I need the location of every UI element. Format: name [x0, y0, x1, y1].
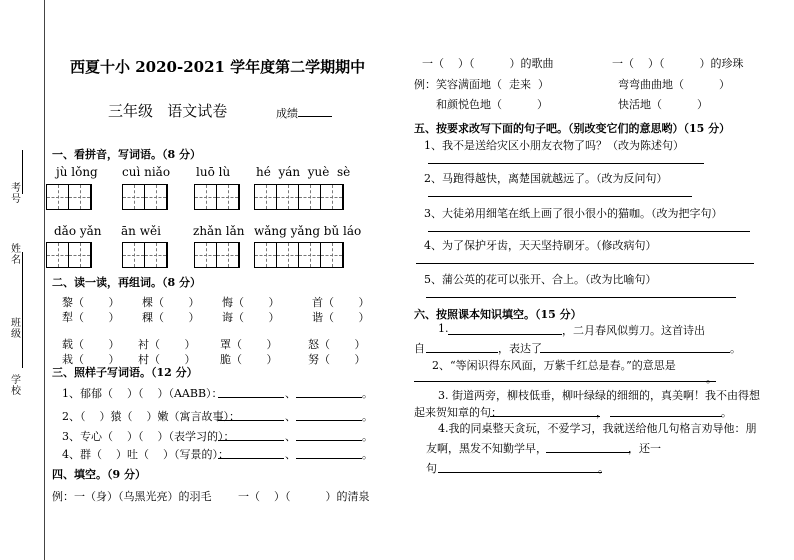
word-item: 罩（ ） — [220, 338, 278, 351]
fill-text: 2、“等闲识得东风面，万紫千红总是春。”的意思是 — [432, 359, 676, 372]
word-item: 犁（ ） — [62, 311, 120, 324]
word-item: 怒（ ） — [308, 338, 366, 351]
writing-grid[interactable] — [194, 184, 240, 210]
writing-grid[interactable] — [122, 184, 168, 210]
score-blank — [298, 106, 332, 117]
fill-item: 1、郁郁（ ）（ ）（AABB）： — [62, 387, 223, 400]
rewrite-item: 4、为了保护牙齿，天天坚持刷牙。（修改病句） — [424, 239, 657, 252]
rewrite-item: 5、蒲公英的花可以张开、合上。（改为比喻句） — [424, 273, 657, 286]
fill-item: 一（ ）（ ）的珍珠 — [612, 57, 744, 70]
writing-grid[interactable] — [254, 184, 344, 210]
word-item: 诲（ ） — [222, 311, 280, 324]
separator: 、 — [285, 448, 296, 461]
fill-item: 快活地（ ） — [618, 98, 708, 111]
fill-text: 自 — [414, 342, 425, 355]
fill-text: ， — [596, 406, 607, 419]
answer-blank[interactable] — [218, 420, 284, 421]
class-fill-line — [22, 252, 23, 312]
period: 。 — [706, 372, 717, 385]
period: 。 — [362, 387, 373, 400]
answer-line[interactable] — [414, 381, 716, 382]
writing-grid[interactable] — [122, 242, 168, 268]
answer-line[interactable] — [428, 196, 692, 197]
gutter-name-label: 姓名 — [11, 244, 21, 266]
fill-text: ，还一 — [628, 442, 661, 455]
answer-blank[interactable] — [438, 472, 602, 473]
separator: 、 — [285, 387, 296, 400]
word-item: 努（ ） — [308, 353, 366, 366]
answer-line[interactable] — [426, 297, 736, 298]
fill-item: 3、专心（ ）（ ）（表学习的）： — [62, 430, 235, 443]
score-field[interactable] — [276, 105, 332, 121]
answer-blank[interactable] — [546, 452, 630, 453]
word-item: 栽（ ） — [62, 353, 120, 366]
answer-blank[interactable] — [540, 352, 730, 353]
writing-grid[interactable] — [46, 184, 92, 210]
answer-line[interactable] — [416, 263, 754, 264]
period: 。 — [598, 462, 609, 475]
writing-grid[interactable] — [194, 242, 240, 268]
section-6-heading: 六、按照课本知识填空。（15 分） — [414, 308, 582, 321]
fill-item: 2、（ ）猿（ ）嫩（寓言故事）： — [62, 410, 240, 423]
pinyin: zhǎn lǎn — [193, 224, 245, 238]
period: 。 — [362, 410, 373, 423]
fill-item: 4、群（ ）吐（ ）（写景的）： — [62, 448, 229, 461]
fill-text: ，表达了 — [498, 342, 542, 355]
answer-blank[interactable] — [218, 458, 284, 459]
section-4-heading: 四、填空。（9 分） — [52, 468, 146, 481]
word-item: 脆（ ） — [220, 353, 278, 366]
answer-blank[interactable] — [296, 440, 362, 441]
pinyin: dǎo yǎn — [54, 224, 102, 238]
answer-blank[interactable] — [448, 334, 562, 335]
pinyin: cuì niǎo — [122, 165, 171, 179]
period: 。 — [730, 342, 741, 355]
rewrite-item: 3、大徒弟用细笔在纸上画了很小很小的猫咖。（改为把字句） — [424, 207, 723, 220]
section-2-heading: 二、读一读，再组词。（8 分） — [52, 276, 201, 289]
binding-line — [44, 0, 45, 560]
section-5-heading: 五、按要求改写下面的句子吧。（别改变它们的意思哟）（15 分） — [414, 122, 731, 135]
answer-blank[interactable] — [296, 397, 362, 398]
fill-item: 一（ ）（ ）的清泉 — [238, 490, 370, 503]
answer-blank[interactable] — [426, 352, 498, 353]
fill-text: ，二月春风似剪刀。这首诗出 — [562, 324, 705, 337]
word-item: 村（ ） — [138, 353, 196, 366]
word-item: 黎（ ） — [62, 296, 120, 309]
rewrite-item: 2、马跑得越快，离楚国就越远了。（改为反问句） — [424, 172, 668, 185]
pinyin: jù lǒng — [56, 165, 98, 179]
answer-blank[interactable] — [296, 458, 362, 459]
answer-line[interactable] — [428, 231, 750, 232]
exam-subtitle: 三年级 语文试卷 — [108, 102, 228, 120]
gutter-school-label: 学校 — [11, 375, 21, 397]
gutter-class-label: 班级 — [11, 318, 21, 340]
word-item: 谐（ ） — [312, 311, 370, 324]
fill-text: 友啊，黑发不知勤学早， — [426, 442, 547, 455]
separator: 、 — [285, 410, 296, 423]
word-item: 衬（ ） — [138, 338, 196, 351]
writing-grid[interactable] — [46, 242, 92, 268]
pinyin: luō lù — [196, 165, 231, 179]
separator: 、 — [285, 430, 296, 443]
answer-blank[interactable] — [218, 397, 284, 398]
score-label: 成绩 — [276, 107, 298, 120]
pinyin: ān wěi — [121, 224, 161, 238]
name-fill-line — [22, 150, 23, 194]
fill-text: 4.我的同桌整天贪玩，不爱学习，我就送给他几句格言劝导他：朋 — [438, 422, 757, 435]
word-item: 稞（ ） — [142, 311, 200, 324]
example-item: 例：笑容满面地（ 走来 ） — [414, 78, 549, 91]
section-1-heading: 一、看拼音，写词语。（8 分） — [52, 148, 201, 161]
example-item: 例：一（身）（乌黑光亮）的羽毛 — [52, 490, 212, 503]
fill-text: 句 — [426, 462, 437, 475]
exam-title: 西夏十小 2020-2021 学年度第二学期期中 — [70, 58, 366, 76]
word-item: 首（ ） — [312, 296, 370, 309]
pinyin: hé yán yuè sè — [256, 165, 351, 179]
rewrite-item: 1、我不是送给灾区小朋友衣物了吗？（改为陈述句） — [424, 139, 684, 152]
pinyin: wǎng yǎng bǔ láo — [254, 224, 362, 238]
fill-text: 起来贺知章的句： — [414, 406, 502, 419]
gutter-exam-no-label: 考号 — [11, 183, 21, 205]
word-item: 载（ ） — [62, 338, 120, 351]
period: 。 — [721, 406, 732, 419]
answer-blank[interactable] — [610, 416, 722, 417]
answer-blank[interactable] — [218, 440, 284, 441]
fill-text: 3. 街道两旁，柳枝低垂，柳叶绿绿的细细的，真美啊！我不由得想 — [438, 389, 760, 402]
word-item: 悔（ ） — [222, 296, 280, 309]
fill-item: 弯弯曲曲地（ ） — [618, 78, 730, 91]
period: 。 — [362, 430, 373, 443]
word-item: 棵（ ） — [142, 296, 200, 309]
answer-line[interactable] — [428, 163, 704, 164]
answer-blank[interactable] — [490, 416, 600, 417]
writing-grid[interactable] — [254, 242, 344, 268]
period: 。 — [362, 448, 373, 461]
fill-item: 和颜悦色地（ ） — [436, 98, 548, 111]
section-3-heading: 三、照样子写词语。（12 分） — [52, 366, 198, 379]
fill-item: 一（ ）（ ）的歌曲 — [422, 57, 554, 70]
item-number: 1. — [438, 322, 449, 335]
answer-blank[interactable] — [296, 420, 362, 421]
